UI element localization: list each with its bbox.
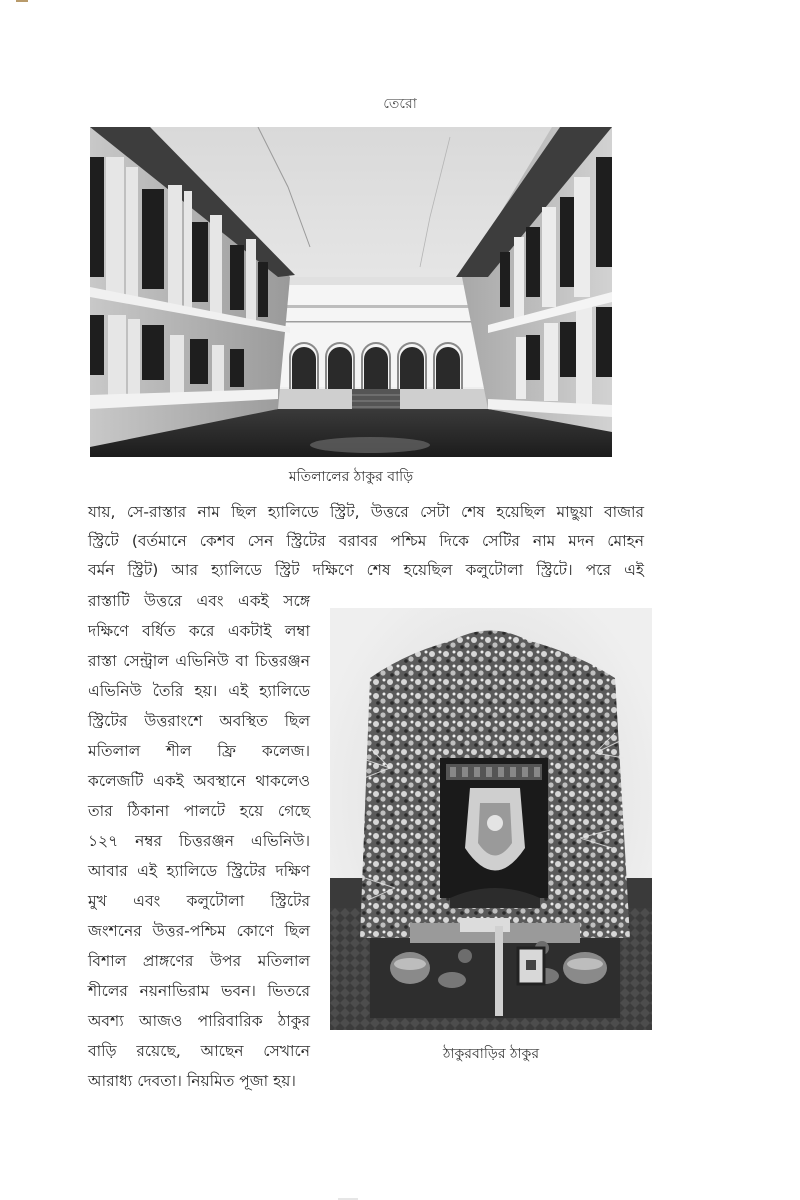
- courtyard-photo: [90, 127, 612, 457]
- body-paragraph-full-width: [88, 498, 644, 585]
- body-line: আবার এই হ্যালিডে স্ট্রিটের দক্ষিণ: [88, 862, 310, 880]
- body-line: রাস্তা সেন্ট্রাল এভিনিউ বা চিত্তরঞ্জন: [88, 652, 310, 670]
- shrine-photo-image: [330, 608, 652, 1030]
- body-paragraph-narrow-column: [88, 586, 310, 1096]
- body-line: বর্মন স্ট্রিট) আর হ্যালিডে স্ট্রিট দক্ষিণে শেষ হয়েছিল কলুটোলা স্ট্রিটে। পরে এই: [88, 561, 644, 579]
- body-line: জংশনের উত্তর-পশ্চিম কোণে ছিল: [88, 922, 310, 940]
- body-line: এভিনিউ তৈরি হয়। এই হ্যালিডে: [88, 682, 310, 700]
- body-line: শীলের নয়নাভিরাম ভবন। ভিতরে: [88, 982, 310, 1000]
- courtyard-photo-caption: মতিলালের ঠাকুর বাড়ি: [288, 469, 414, 485]
- body-line: স্ট্রিটের উত্তরাংশে অবস্থিত ছিল: [88, 712, 310, 730]
- body-line: যায়, সে-রাস্তার নাম ছিল হ্যালিডে স্ট্রিট, উত্তরে সেটা শেষ হয়েছিল মাছুয়া বাজার: [88, 503, 644, 521]
- body-line: কলেজটি একই অবস্থানে থাকলেও: [88, 772, 310, 790]
- body-line: আরাধ্য দেবতা। নিয়মিত পূজা হয়।: [88, 1072, 296, 1090]
- body-line: বাড়ি রয়েছে, আছেন সেখানে: [88, 1042, 310, 1060]
- body-line: স্ট্রিটে (বর্তমানে কেশব সেন স্ট্রিটের বরাবর পশ্চিম দিকে সেটির নাম মদন মোহন: [88, 532, 644, 550]
- body-line: দক্ষিণে বর্ধিত করে একটাই লম্বা: [88, 622, 310, 640]
- body-line: ১২৭ নম্বর চিত্তরঞ্জন এভিনিউ।: [88, 832, 310, 850]
- running-head: তেরো: [383, 96, 417, 112]
- shrine-photo: [330, 608, 652, 1030]
- body-line: অবশ্য আজও পারিবারিক ঠাকুর: [88, 1012, 310, 1030]
- shrine-photo-caption: ঠাকুরবাড়ির ঠাকুর: [442, 1046, 540, 1062]
- body-line: মতিলাল শীল ফ্রি কলেজ।: [88, 742, 310, 760]
- body-line: মুখ এবং কলুটোলা স্ট্রিটের: [88, 892, 310, 910]
- scan-edge-mark: [16, 0, 28, 2]
- body-line: বিশাল প্রাঙ্গণের উপর মতিলাল: [88, 952, 310, 970]
- courtyard-photo-image: [90, 127, 612, 457]
- body-line: রাস্তাটি উত্তরে এবং একই সঙ্গে: [88, 592, 310, 610]
- body-line: তার ঠিকানা পালটে হয়ে গেছে: [88, 802, 310, 820]
